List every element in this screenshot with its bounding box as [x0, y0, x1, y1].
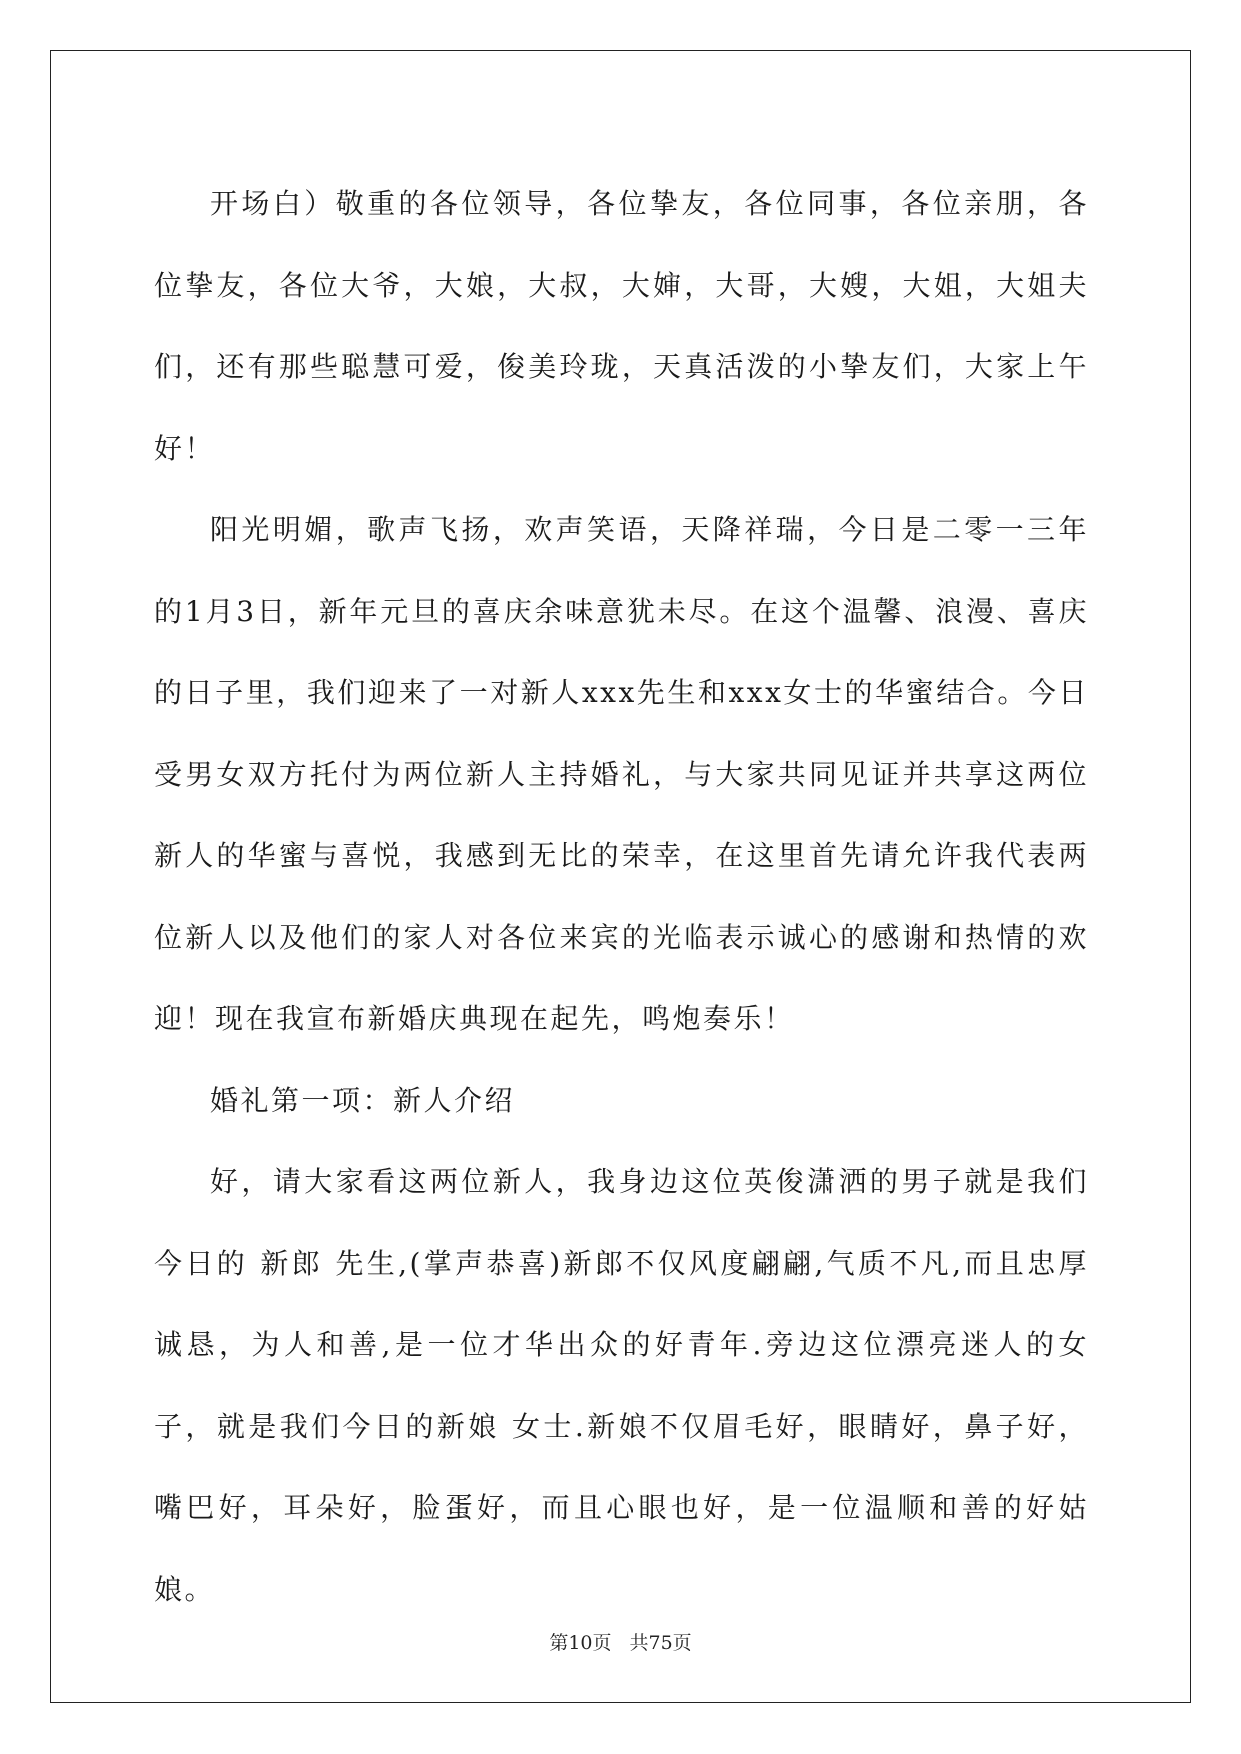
document-body — [154, 163, 1089, 1630]
paragraph-opening: 开场白）敬重的各位领导，各位挚友，各位同事，各位亲朋，各位挚友，各位大爷，大娘，大叔，大婶，大哥，大嫂，大姐，大姐夫们，还有那些聪慧可爱，俊美玲珑，天真活泼的小挚友们，大家上午好！ — [154, 187, 1089, 465]
paragraph-section-heading: 婚礼第一项：新人介绍 — [210, 1083, 516, 1117]
page-footer — [0, 1628, 1241, 1655]
paragraph-announcement: 阳光明媚，歌声飞扬，欢声笑语，天降祥瑞，今日是二零一三年的1月3日，新年元旦的喜庆余味意犹未尽。在这个温馨、浪漫、喜庆的日子里，我们迎来了一对新人xxx先生和xxx女士的华蜜结合。今日受男女双方托付为两位新人主持婚礼，与大家共同见证并共享这两位新人的华蜜与喜悦，我感到无比的荣幸，在这里首先请允许我代表两位新人以及他们的家人对各位来宾的光临表示诚心的感谢和热情的欢迎！现在我宣布新婚庆典现在起先，鸣炮奏乐！ — [154, 513, 1089, 1035]
page-total: 共75页 — [629, 1632, 692, 1654]
page-number: 第10页 — [549, 1632, 612, 1654]
paragraph-introduction: 好，请大家看这两位新人，我身边这位英俊潇洒的男子就是我们今日的 新郎 先生,(掌声恭喜)新郎不仅风度翩翩,气质不凡,而且忠厚诚恳，为人和善,是一位才华出众的好青年.旁边这位漂亮迷人的女子，就是我们今日的新娘 女士.新娘不仅眉毛好，眼睛好，鼻子好，嘴巴好，耳朵好，脸蛋好，而且心眼也好，是一位温顺和善的好姑娘。 — [154, 1165, 1089, 1606]
